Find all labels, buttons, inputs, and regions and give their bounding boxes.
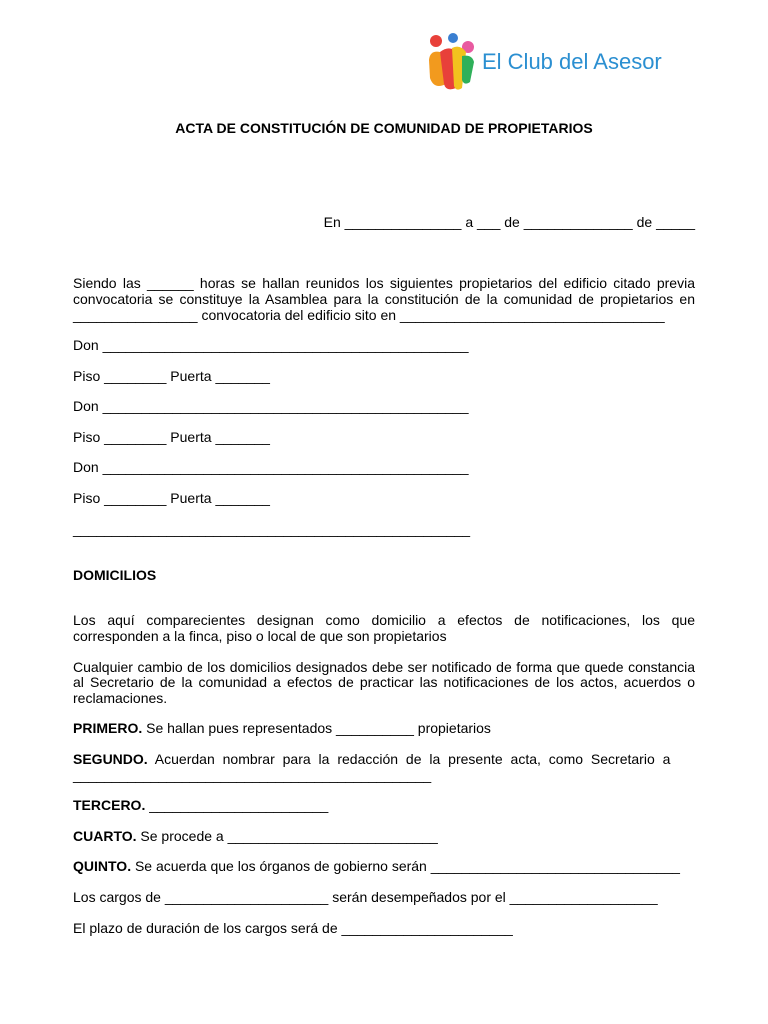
quinto-label: QUINTO. (73, 858, 132, 874)
primero-label: PRIMERO. (73, 720, 143, 736)
domicilios-p1-line-1: Los aquí comparecientes designan como domicilio a efectos de notificaciones, los que (73, 612, 695, 628)
domicilios-p2-line-1: Cualquier cambio de los domicilios designados debe ser notificado de forma que quede constancia (73, 659, 695, 675)
club-del-asesor-logo (426, 32, 696, 94)
clause-cuarto (73, 828, 695, 844)
domicilios-heading: DOMICILIOS (73, 567, 157, 583)
intro-line-1: Siendo las ______ horas se hallan reunidos los siguientes propietarios del edificio citado previa (73, 275, 695, 291)
clause-quinto (73, 858, 695, 874)
domicilios-p2-line-3: reclamaciones. (73, 690, 168, 706)
cargos-line: Los cargos de _____________________ serán desempeñados por el ___________________ (73, 889, 658, 905)
logo-text: El Club del Asesor (482, 49, 662, 74)
intro-line-3: ________________ convocatoria del edificio sito en __________________________________ (73, 307, 665, 323)
owner-don-line: Don _______________________________________________ (73, 398, 469, 414)
owner-piso-line: Piso ________ Puerta _______ (73, 368, 270, 384)
cuarto-text: Se procede a ___________________________ (136, 828, 438, 844)
primero-text: Se hallan pues representados __________ propietarios (142, 720, 491, 736)
intro-line-2: convocatoria se constituye la Asamblea para la constitución de la comunidad de propietarios en (73, 291, 695, 307)
clause-tercero (73, 797, 695, 813)
segundo-label: SEGUNDO. (73, 751, 148, 767)
clause-segundo (73, 751, 695, 767)
domicilios-p2-line-2: al Secretario de la comunidad a efectos de practicar las notificaciones de los actos, acuerdos o (73, 674, 695, 690)
document-title: ACTA DE CONSTITUCIÓN DE COMUNIDAD DE PROPIETARIOS (175, 120, 593, 136)
clause-primero (73, 720, 695, 736)
plazo-line: El plazo de duración de los cargos será de ______________________ (73, 920, 513, 936)
owner-piso-line: Piso ________ Puerta _______ (73, 490, 270, 506)
segundo-text: Acuerdan nombrar para la redacción de la presente acta, como Secretario a (147, 751, 671, 767)
owner-don-line: Don _______________________________________________ (73, 459, 469, 475)
cuarto-label: CUARTO. (73, 828, 137, 844)
domicilios-p1-line-2: corresponden a la finca, piso o local de que son propietarios (73, 628, 447, 644)
segundo-blank-line: ______________________________________________ (73, 767, 432, 783)
tercero-label: TERCERO. (73, 797, 146, 813)
owner-don-line: Don _______________________________________________ (73, 337, 469, 353)
separator-line: ___________________________________________________ (73, 521, 471, 537)
quinto-text: Se acuerda que los órganos de gobierno serán ________________________________ (131, 858, 680, 874)
date-line: En _______________ a ___ de ______________ de _____ (323, 214, 695, 230)
tercero-text: _______________________ (145, 797, 329, 813)
people-logo-icon (426, 32, 482, 94)
owner-piso-line: Piso ________ Puerta _______ (73, 429, 270, 445)
